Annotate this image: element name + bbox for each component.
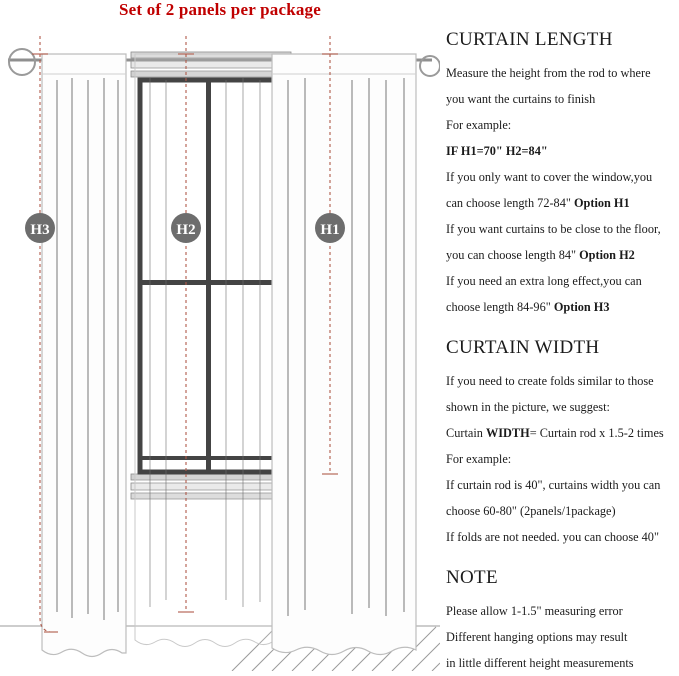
text-line xyxy=(446,524,679,550)
section-curtain-width xyxy=(446,338,679,550)
text-line xyxy=(446,216,679,242)
text-run: If you need an extra long effect,you can xyxy=(446,273,642,288)
text-run: If you need to create folds similar to those xyxy=(446,373,654,388)
text-line xyxy=(446,138,679,164)
dimension-label-h1 xyxy=(315,213,345,243)
text-run-bold: Option H3 xyxy=(553,299,610,314)
section-body xyxy=(446,598,679,676)
dimension-label-h2 xyxy=(171,213,201,243)
curtain-panel-right xyxy=(272,54,416,655)
text-line xyxy=(446,394,679,420)
svg-text:H1: H1 xyxy=(320,222,340,238)
text-run: Measure the height from the rod to where xyxy=(446,65,651,80)
text-line xyxy=(446,472,679,498)
instructions-column xyxy=(446,30,679,671)
section-heading: NOTE xyxy=(446,566,498,588)
curtain-diagram xyxy=(0,22,440,671)
text-run: If you only want to cover the window,you xyxy=(446,169,653,184)
text-run: in little different height measurements xyxy=(446,655,634,670)
text-run-bold: Option H2 xyxy=(579,247,635,262)
text-line xyxy=(446,498,679,524)
text-run: can choose length 72-84" xyxy=(446,195,574,210)
text-run: If folds are not needed. you can choose 40" xyxy=(446,529,659,544)
text-run: you can choose length 84" xyxy=(446,247,580,262)
text-run: Curtain xyxy=(446,425,486,440)
section-heading: CURTAIN LENGTH xyxy=(446,29,613,50)
section-note xyxy=(446,568,679,676)
text-run: For example: xyxy=(446,117,512,132)
text-run: choose 60-80" (2panels/1package) xyxy=(446,503,616,518)
svg-text:H3: H3 xyxy=(30,222,50,238)
text-run: shown in the picture, we suggest: xyxy=(446,399,610,414)
text-line xyxy=(446,598,679,624)
text-run: If you want curtains to be close to the floor, xyxy=(446,221,661,236)
text-line xyxy=(446,624,679,650)
svg-text:H2: H2 xyxy=(176,222,196,238)
text-line xyxy=(446,164,679,190)
text-line xyxy=(446,294,679,320)
text-line xyxy=(446,420,679,446)
section-heading: CURTAIN WIDTH xyxy=(446,336,600,358)
text-run: If curtain rod is 40", curtains width you can xyxy=(446,477,661,492)
text-run-bold: Option H1 xyxy=(573,195,630,210)
section-curtain-length xyxy=(446,30,679,320)
curtain-panel-left xyxy=(42,54,126,657)
text-run: choose length 84-96" xyxy=(446,299,554,314)
curtain-panel-middle xyxy=(135,54,275,647)
text-line xyxy=(446,112,679,138)
section-body xyxy=(446,368,679,550)
page-title: Set of 2 panels per package xyxy=(118,0,321,19)
text-line xyxy=(446,368,679,394)
text-line xyxy=(446,60,679,86)
text-run: = Curtain rod x 1.5-2 times xyxy=(529,425,664,440)
dimension-label-h3 xyxy=(25,213,55,243)
text-line xyxy=(446,446,679,472)
text-run: you want the curtains to finish xyxy=(446,91,596,106)
text-run-bold: IF H1=70" H2=84" xyxy=(446,143,548,158)
text-line xyxy=(446,86,679,112)
text-run: Please allow 1-1.5" measuring error xyxy=(446,603,623,618)
text-run: Different hanging options may result xyxy=(446,629,628,644)
text-line xyxy=(446,650,679,676)
section-body xyxy=(446,60,679,320)
text-run: For example: xyxy=(446,451,512,466)
text-line xyxy=(446,268,679,294)
text-line xyxy=(446,190,679,216)
text-run-bold: WIDTH xyxy=(485,425,530,440)
text-line xyxy=(446,242,679,268)
